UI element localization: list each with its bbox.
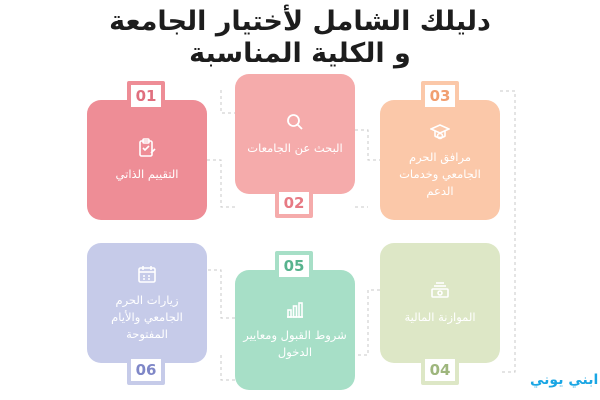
money-stack-icon xyxy=(430,281,450,301)
step-label-01: التقييم الذاتي xyxy=(115,166,179,181)
step-card-06 xyxy=(87,243,207,363)
step-card-01 xyxy=(87,100,207,220)
step-label-04: الموازنة المالية xyxy=(404,309,476,324)
step-label-03: مرافق الحرم الجامعي وخدمات الدعم xyxy=(399,149,481,198)
step-number-05: 05 xyxy=(275,251,313,281)
page-title: دليلك الشامل لأختيار الجامعة xyxy=(109,6,491,37)
step-number-01: 01 xyxy=(127,81,165,111)
step-label-06: زيارات الحرم الجامعي والأيام المفتوحة xyxy=(111,292,183,341)
step-card-02 xyxy=(235,74,355,194)
step-label-02: البحث عن الجامعات xyxy=(247,140,343,155)
step-number-06: 06 xyxy=(127,355,165,385)
search-icon xyxy=(285,112,305,132)
step-number-02: 02 xyxy=(275,188,313,218)
step-card-03 xyxy=(380,100,500,220)
graduation-cap-icon xyxy=(430,121,450,141)
brand-logo-text: ابني يوني xyxy=(530,372,599,388)
step-card-05 xyxy=(235,270,355,390)
step-card-04 xyxy=(380,243,500,363)
clipboard-check-icon xyxy=(137,138,157,158)
step-label-05: شروط القبول ومعايير الدخول xyxy=(243,328,347,359)
page-title-line2: و الكلية المناسبة xyxy=(189,38,411,69)
calendar-icon xyxy=(137,264,157,284)
step-number-04: 04 xyxy=(421,355,459,385)
step-number-03: 03 xyxy=(421,81,459,111)
bar-chart-icon xyxy=(285,299,305,319)
brand-logo xyxy=(530,372,598,388)
